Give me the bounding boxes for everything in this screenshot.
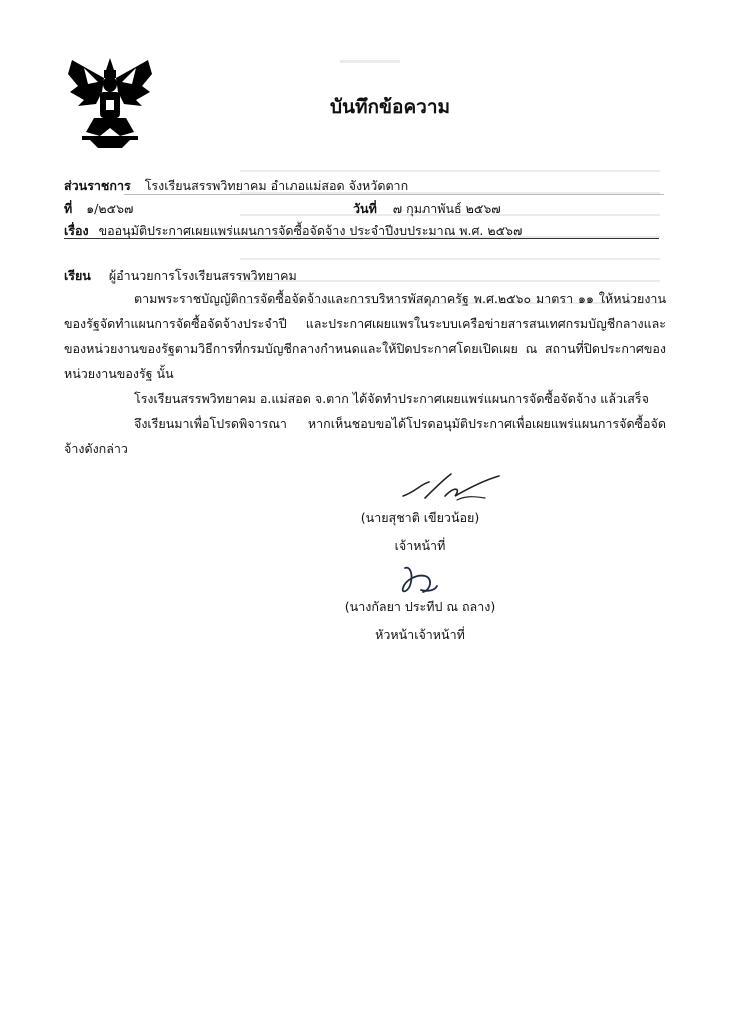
signature-2-name: (นางกัลยา ประทีป ณ ถลาง) <box>344 599 496 614</box>
reference-value: ๑/๒๕๖๗ <box>86 201 134 216</box>
reference-label: ที่ <box>64 201 73 216</box>
signature-1-position: เจ้าหน้าที่ <box>394 538 446 553</box>
salutation-line <box>64 266 297 286</box>
salutation-value: ผู้อำนวยการโรงเรียนสรรพวิทยาคม <box>108 268 297 283</box>
memo-title: บันทึกข้อความ <box>329 96 451 118</box>
signature-1-handwritten <box>395 466 505 508</box>
bleed-through-marks <box>340 60 400 87</box>
agency-label: ส่วนราชการ <box>64 178 131 193</box>
date-label: วันที่ <box>353 201 377 216</box>
signature-2-handwritten <box>395 562 441 600</box>
date-line <box>353 199 501 219</box>
salutation-label: เรียน <box>64 268 91 283</box>
subject-value: ขออนุมัติประกาศเผยแพร่แผนการจัดซื้อจัดจ้าง ประจำปีงบประมาณ พ.ศ. ๒๕๖๗ <box>98 223 523 238</box>
date-value: ๗ กุมภาพันธ์ ๒๕๖๗ <box>392 201 501 216</box>
subject-label: เรื่อง <box>64 223 89 238</box>
body-paragraph-1: ตามพระราชบัญญัติการจัดซื้อจัดจ้างและการบริหารพัสดุภาครัฐ พ.ศ.๒๕๖๐ มาตรา ๑๑ ให้หน่วยงานของรัฐจัดทำแผนการจัดซื้อจัดจ้างประจำปี และประกาศเผยแพรในระบบเครือข่ายสารสนเทศกรมบัญชีกลางและของหน่วยงานของรัฐตามวิธีการที่กรมบัญชีกลางกำหนดและให้ปิดประกาศโดยเปิดเผย ณ สถานที่ปิดประกาศของหน่วยงานของรัฐ นั้น <box>64 291 666 381</box>
signature-2-position: หัวหน้าเจ้าหน้าที่ <box>375 627 465 642</box>
body-paragraph-2: โรงเรียนสรรพวิทยาคม อ.แม่สอด จ.ตาก ได้จัดทำประกาศเผยแพร่แผนการจัดซื้อจัดจ้าง แล้วเสร็จ <box>134 391 649 406</box>
subject-divider <box>64 238 659 239</box>
agency-line <box>64 176 408 196</box>
agency-value: โรงเรียนสรรพวิทยาคม อำเภอแม่สอด จังหวัดตาก <box>144 178 409 193</box>
reference-number-line <box>64 199 133 219</box>
signature-1-block <box>340 508 500 556</box>
signature-2-block <box>330 597 510 645</box>
agency-underline <box>124 194 664 195</box>
garuda-emblem <box>64 56 156 148</box>
body-paragraph-3: จึงเรียนมาเพื่อโปรดพิจารณา หากเห็นชอบขอได้โปรดอนุมัติประกาศเพื่อเผยแพร่แผนการจัดซื้อจัดจ้างดังกล่าว <box>64 416 666 456</box>
signature-1-name: (นายสุชาติ เขียวน้อย) <box>360 510 480 525</box>
